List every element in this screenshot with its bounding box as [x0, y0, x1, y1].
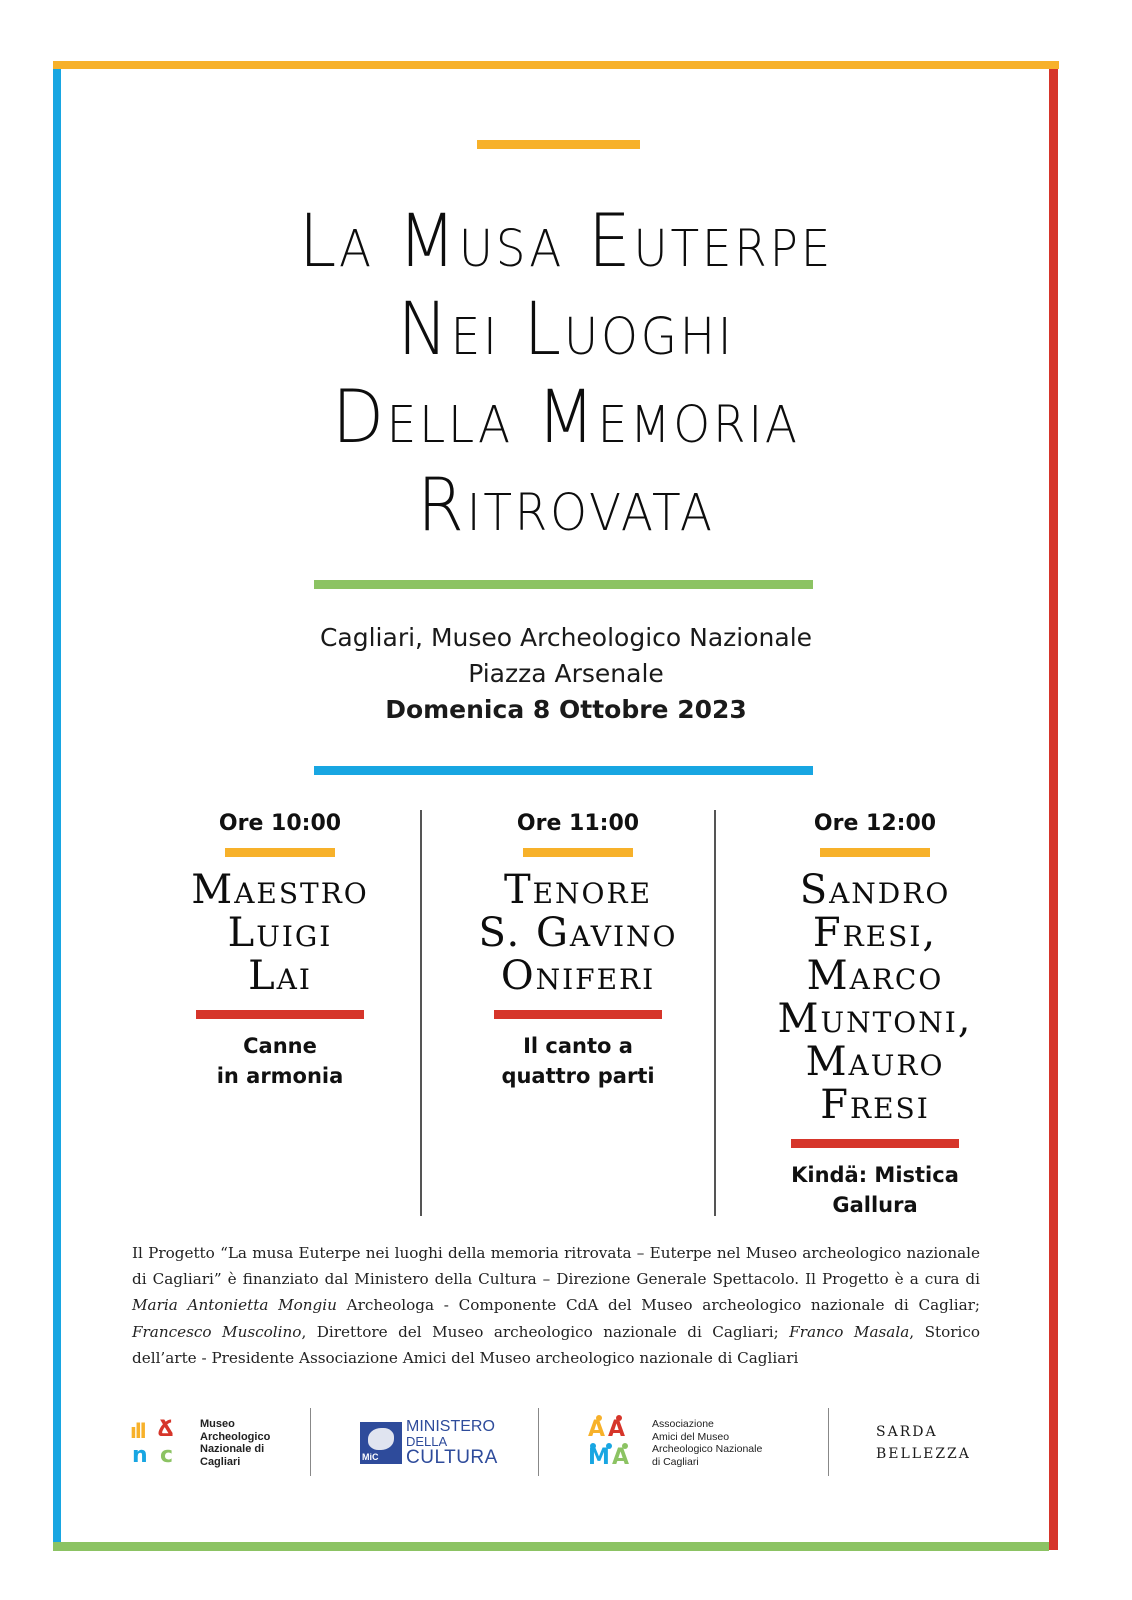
schedule: [120, 810, 1012, 1216]
logo-line: Nazionale di: [200, 1443, 265, 1455]
piece-title: [438, 1031, 718, 1091]
column-divider: [420, 810, 422, 1216]
mic-emblem-icon: [360, 1422, 402, 1464]
mark-figure: Ճ: [158, 1417, 174, 1442]
time-underline: [523, 848, 633, 857]
performer-line: Muntoni,: [777, 996, 973, 1042]
frame-border-right: [1049, 69, 1058, 1550]
schedule-item: [730, 810, 1020, 1220]
performer-underline: [196, 1010, 364, 1019]
mark-n: n: [132, 1443, 148, 1468]
ministero-logo-text: [406, 1419, 498, 1467]
frame-border-left: [53, 69, 61, 1544]
schedule-item: [140, 810, 420, 1091]
sarda-logo-text: [876, 1421, 971, 1465]
amici-figures-icon: A A M A: [588, 1417, 630, 1470]
decorative-bar-green: [314, 580, 813, 589]
piece-line: Canne: [243, 1034, 317, 1058]
piece-line: Il canto a: [523, 1034, 633, 1058]
logo-line: di Cagliari: [652, 1455, 699, 1468]
performer-name: [140, 869, 420, 998]
piece-line: Gallura: [832, 1193, 918, 1217]
poster-title: [156, 198, 977, 550]
logo-line: Amici del Museo: [652, 1430, 730, 1443]
credits-text: Il Progetto è a cura di: [805, 1270, 980, 1289]
mic-label: MiC: [362, 1452, 379, 1462]
title-line: Ritrovata: [417, 463, 715, 548]
frame-border-bottom: [53, 1542, 1049, 1551]
mark-c: c: [160, 1443, 174, 1468]
performer-name: [438, 869, 718, 998]
piece-line: in armonia: [216, 1064, 344, 1088]
performer-line: Sandro: [799, 867, 951, 913]
logo-line: Associazione: [652, 1418, 714, 1430]
curator-name: Franco Masala: [789, 1322, 910, 1341]
logo-line: Museo: [200, 1418, 235, 1430]
decorative-bar-yellow: [477, 140, 640, 149]
piece-line: quattro parti: [501, 1064, 655, 1088]
time-underline: [820, 848, 930, 857]
project-credits: [132, 1240, 980, 1371]
schedule-item: [438, 810, 718, 1091]
venue-address: Piazza Arsenale: [468, 659, 664, 688]
logo-sarda-bellezza: [876, 1408, 971, 1478]
performer-line: Maestro: [191, 867, 369, 913]
logo-line: SARDA: [876, 1424, 938, 1440]
performer-line: Luigi: [227, 910, 333, 956]
performer-line: S. Gavino: [478, 910, 678, 956]
schedule-time: Ore 11:00: [516, 811, 640, 836]
schedule-time: Ore 10:00: [218, 811, 342, 836]
performer-line: Fresi: [820, 1082, 930, 1128]
curator-name: Francesco Muscolino: [132, 1322, 302, 1341]
credits-text: Archeologa - Componente CdA del Museo archeologico nazionale di Cagliar;: [336, 1296, 980, 1315]
title-line: Della Memoria: [332, 375, 800, 460]
piece-title: [140, 1031, 420, 1091]
logo-amici-museo: [588, 1408, 762, 1478]
schedule-time: Ore 12:00: [813, 811, 937, 836]
logo-line: Archeologico: [200, 1430, 271, 1443]
logo-line: DELLA: [406, 1434, 448, 1449]
performer-name: [730, 869, 1020, 1127]
amici-logo-text: [652, 1418, 762, 1468]
museo-logo-text: [200, 1418, 270, 1468]
credits-text: , Storico dell’arte - Presidente Associazione Amici del Museo archeologico nazionale di Cagliari: [132, 1322, 980, 1367]
mark-bars: ıll: [130, 1419, 145, 1443]
curator-name: Maria Antonietta Mongiu: [132, 1296, 337, 1315]
logo-museo-archeologico: [130, 1408, 270, 1478]
logo-separator: [828, 1408, 829, 1476]
piece-title: [730, 1160, 1020, 1220]
frame-border-top: [53, 61, 1059, 69]
logo-line: CULTURA: [406, 1447, 498, 1468]
venue-block: [200, 620, 932, 728]
logo-line: BELLEZZA: [876, 1446, 971, 1462]
performer-line: Marco: [806, 953, 944, 999]
piece-line: Kindä: Mistica: [791, 1163, 959, 1187]
performer-underline: [791, 1139, 959, 1148]
venue-location: Cagliari, Museo Archeologico Nazionale: [319, 623, 813, 652]
logo-ministero-cultura: [360, 1408, 498, 1478]
logo-line: MINISTERO: [406, 1418, 495, 1435]
performer-line: Oniferi: [500, 953, 656, 999]
decorative-bar-blue: [314, 766, 813, 775]
event-date: Domenica 8 Ottobre 2023: [385, 695, 747, 724]
sponsor-logos: [120, 1408, 1000, 1478]
performer-underline: [494, 1010, 662, 1019]
logo-separator: [538, 1408, 539, 1476]
museo-mark-icon: [130, 1415, 186, 1471]
performer-line: Mauro: [805, 1039, 945, 1085]
title-line: La Musa Euterpe: [298, 199, 834, 284]
time-underline: [225, 848, 335, 857]
logo-line: Cagliari: [200, 1455, 241, 1468]
credits-funding: Il Progetto “La musa Euterpe nei luoghi della memoria ritrovata – Euterpe nel Museo archeologico nazionale di Cagliari” è finanziato dal Ministero della Cultura – Direzione Generale Spettacolo.: [132, 1244, 980, 1289]
performer-line: Fresi,: [812, 910, 938, 956]
performer-line: Tenore: [503, 867, 653, 913]
credits-text: , Direttore del Museo archeologico nazionale di Cagliari;: [301, 1322, 790, 1341]
logo-separator: [310, 1408, 311, 1476]
logo-line: Archeologico Nazionale: [652, 1443, 763, 1455]
performer-line: Lai: [248, 953, 312, 999]
title-line: Nei Luoghi: [397, 287, 735, 372]
